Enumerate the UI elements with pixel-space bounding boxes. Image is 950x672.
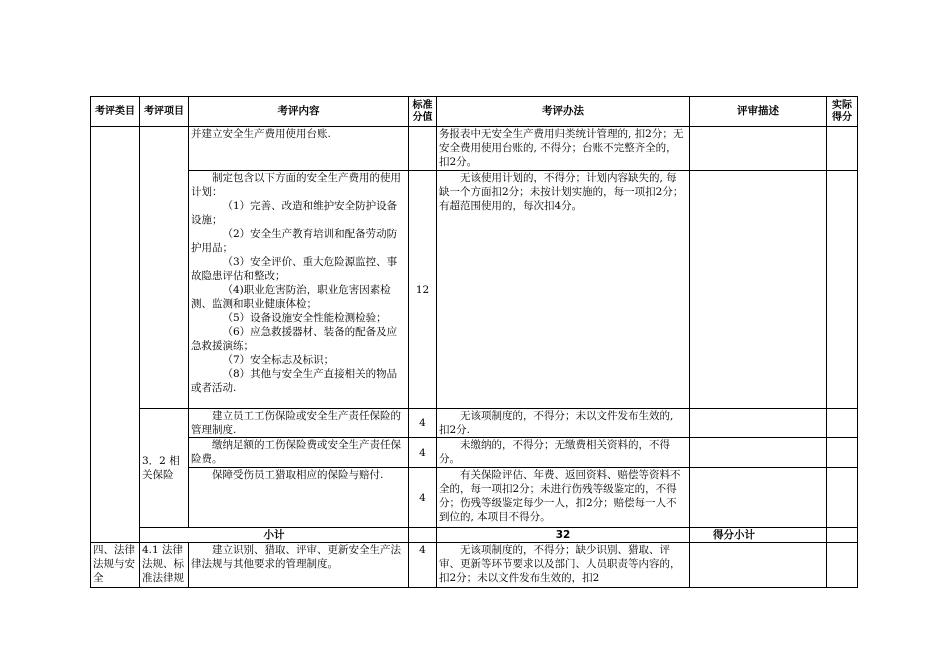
review-cell [690,543,827,588]
content-cell: 建立员工工伤保险或安全生产责任保险的管理制度. [189,409,409,438]
content-list-item: （3）安全评价、重大危险源监控、事故隐患评估和整改； [191,256,398,282]
item-text: 4.1 法律法规、标准法律规 [142,544,184,584]
table-row [91,468,858,528]
content-list-item: （4)职业危害防治，职业危害因素检测、监测和职业健康体检； [191,284,391,310]
subtotal-row [91,528,858,543]
header-item: 考评项目 [140,97,189,127]
score-cell: 4 [409,438,437,468]
review-cell [690,438,827,468]
item-cell [140,127,189,409]
content-cell: 建立识别、猎取、评审、更新安全生产法律法规与其他要求的管理制度。 [189,543,409,588]
content-cell: 并建立安全生产费用使用台账. [189,127,409,171]
review-cell [827,528,858,543]
actual-score-cell [827,438,858,468]
content-list-item: （1）完善、改造和维护安全防护设备设施； [191,200,398,226]
method-cell: 有关保险评估、年费、返回资料、赔偿等资料不全的，每一项扣2分；未进行伤残等级鉴定的，不得分；伤残等级鉴定每少一人，扣2分；赔偿每一人不到位的, 本项目不得分。 [437,468,690,528]
method-text: 无该项制度的，不得分；缺少识别、猎取、评审、更新等环节要求以及部门、人员职责等内容的，扣2分；未以文件发布生效的，扣2 [439,544,681,584]
assessment-table [90,96,858,588]
score-cell: 12 [409,171,437,409]
subtotal-label: 小计 [140,528,409,543]
content-cell [189,171,409,409]
method-cell [437,543,690,588]
table-row [91,409,858,438]
category-cell [91,543,140,588]
score-cell: 4 [409,468,437,528]
subtotal-score-label: 得分小计 [690,528,827,543]
review-cell [690,409,827,438]
actual-score-cell [827,543,858,588]
content-list-item: （6）应急救援器材、装备的配备及应急救援演练； [191,326,398,352]
header-content: 考评内容 [189,97,409,127]
item-cell [140,543,189,588]
header-actual-score: 实际得分 [827,97,858,127]
actual-score-cell [827,127,858,171]
content-list-item: （7）安全标志及标识； [222,354,335,366]
table-row [91,171,858,409]
table-row [91,543,858,588]
actual-score-cell [827,468,858,528]
content-list-item: （8）其他与安全生产直接相关的物品或者活动. [191,368,398,394]
method-cell: 无该使用计划的，不得分；计划内容缺失的, 每缺一个方面扣2分；未按计划实施的，每一项扣2分；有超范围使用的，每次扣4分。 [437,171,690,409]
header-review: 评审描述 [690,97,827,127]
content-list-item: （5）设备设施安全性能检测检验； [222,312,387,324]
review-cell [690,171,827,409]
content-cell: 缴纳足额的工伤保险费或安全生产责任保险费。 [189,438,409,468]
content-cell: 保障受伤员工猎取相应的保险与赔付. [189,468,409,528]
actual-score-cell [827,409,858,438]
category-cell [91,127,140,543]
header-standard-score: 标准分值 [409,97,437,127]
method-cell: 无该项制度的，不得分；未以文件发布生效的, 扣2分. [437,409,690,438]
score-cell: 4 [409,409,437,438]
review-cell [690,468,827,528]
review-cell [690,127,827,171]
item-cell: 3．2 相关保险 [140,409,189,528]
score-cell [409,127,437,171]
method-cell: 未缴纳的，不得分；无缴费相关资料的，不得分。 [437,438,690,468]
content-cell [409,528,437,543]
header-method: 考评办法 [437,97,690,127]
category-text: 四、法律法规与安全 [93,544,135,584]
header-category: 考评类目 [91,97,140,127]
score-cell: 4 [409,543,437,588]
subtotal-score: 32 [437,528,690,543]
table-row [91,127,858,171]
actual-score-cell [827,171,858,409]
table-row [91,438,858,468]
header-row [91,97,858,127]
content-intro: 制定包含以下方面的安全生产费用的使用计划： [191,172,401,198]
method-cell: 务报表中无安全生产费用归类统计管理的, 扣2分；无安全费用使用台账的, 不得分；台账不完整齐全的，扣2分。 [437,127,690,171]
content-list-item: （2）安全生产教育培训和配备劳动防护用品； [191,228,398,254]
